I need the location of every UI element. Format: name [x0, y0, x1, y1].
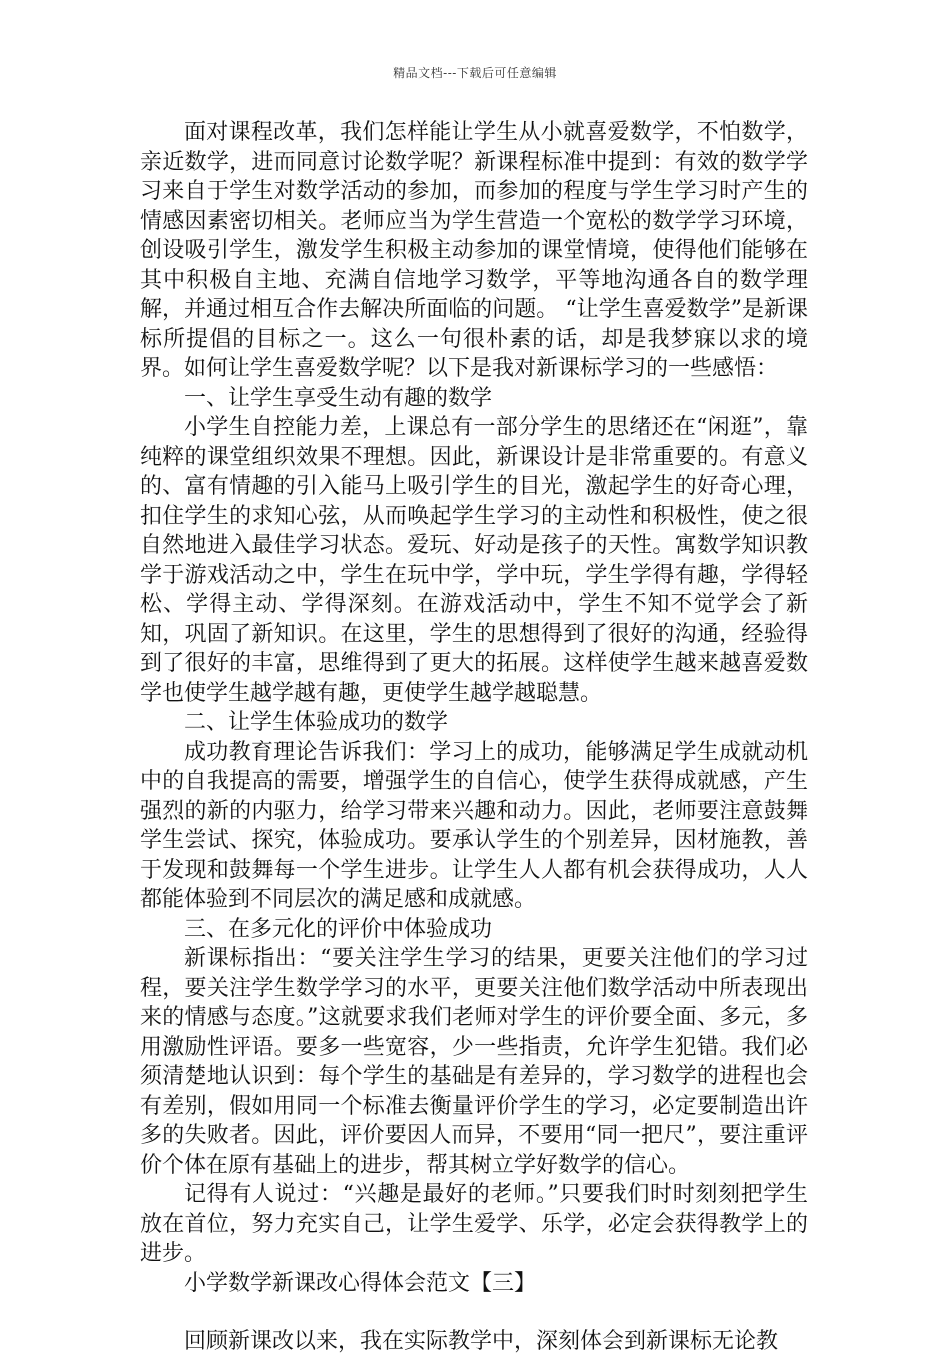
paragraph-section-1: 小学生自控能力差，上课总有一部分学生的思绪还在“闲逛”，靠纯粹的课堂组织效果不理想。因此，新课设计是非常重要的。有意义的、富有情趣的引入能马上吸引学生的目光，激起学生的好奇心理，扣住学生的求知心弦，从而唤起学生学习的主动性和积极性，使之很自然地进入最佳学习状态。爱玩、好动是孩子的天性。寓数学知识教学于游戏活动之中，学生在玩中学，学中玩，学生学得有趣，学得轻松、学得主动、学得深刻。在游戏活动中，学生不知不觉学会了新知，巩固了新知识。在这里，学生的思想得到了很好的沟通，经验得到了很好的丰富，思维得到了更大的拓展。这样使学生越来越喜爱数学也使学生越学越有趣，更使学生越学越聪慧。 — [140, 415, 808, 706]
paragraph-section-3: 新课标指出：“要关注学生学习的结果，更要关注他们的学习过程，要关注学生数学学习的水平，更要关注他们数学活动中所表现出来的情感与态度。”这就要求我们老师对学生的评价要全面、多元，多用激励性评语。要多一些宽容，少一些指责，允许学生犯错。我们必须清楚地认识到：每个学生的基础是有差异的，学习数学的进程也会有差别，假如用同一个标准去衡量评价学生的学习，必定要制造出许多的失败者。因此，评价要因人而异，不要用“同一把尺”，要注重评价个体在原有基础上的进步，帮其树立学好数学的信心。 — [140, 946, 808, 1178]
paragraph-intro: 面对课程改革，我们怎样能让学生从小就喜爱数学，不怕数学，亲近数学，进而同意讨论数学呢？新课程标准中提到：有效的数学学习来自于学生对数学活动的参加，而参加的程度与学生学习时产生的情感因素密切相关。老师应当为学生营造一个宽松的数学学习环境，创设吸引学生，激发学生积极主动参加的课堂情境，使得他们能够在其中积极自主地、充满自信地学习数学，平等地沟通各自的数学理解，并通过相互合作去解决所面临的问题。 “让学生喜爱数学”是新课标所提倡的目标之一。这么一句很朴素的话，却是我梦寐以求的境界。如何让学生喜爱数学呢？以下是我对新课标学习的一些感悟： — [140, 120, 808, 381]
section-heading-1: 一、让学生享受生动有趣的数学 — [184, 385, 493, 411]
section-heading-2: 二、让学生体验成功的数学 — [184, 710, 449, 735]
paragraph-essay-3-start: 回顾新课改以来，我在实际教学中，深刻体会到新课标无论教 — [184, 1329, 779, 1354]
page-header: 精品文档---下载后可任意编辑 — [393, 66, 557, 80]
paragraph-section-2: 成功教育理论告诉我们：学习上的成功，能够满足学生成就动机中的自我提高的需要，增强学生的自信心，使学生获得成就感，产生强烈的新的内驱力，给学习带来兴趣和动力。因此，老师要注意鼓舞学生尝试、探究，体验成功。要承认学生的个别差异，因材施教，善于发现和鼓舞每一个学生进步。让学生人人都有机会获得成功，人人都能体验到不同层次的满足感和成就感。 — [140, 739, 808, 912]
document-body — [140, 118, 808, 1357]
essay-title-3: 小学数学新课改心得体会范文【三】 — [184, 1270, 537, 1296]
paragraph-conclusion: 记得有人说过：“兴趣是最好的老师。”只要我们时时刻刻把学生放在首位，努力充实自己，让学生爱学、乐学，必定会获得教学上的进步。 — [140, 1182, 808, 1266]
section-heading-3: 三、在多元化的评价中体验成功 — [184, 916, 493, 942]
